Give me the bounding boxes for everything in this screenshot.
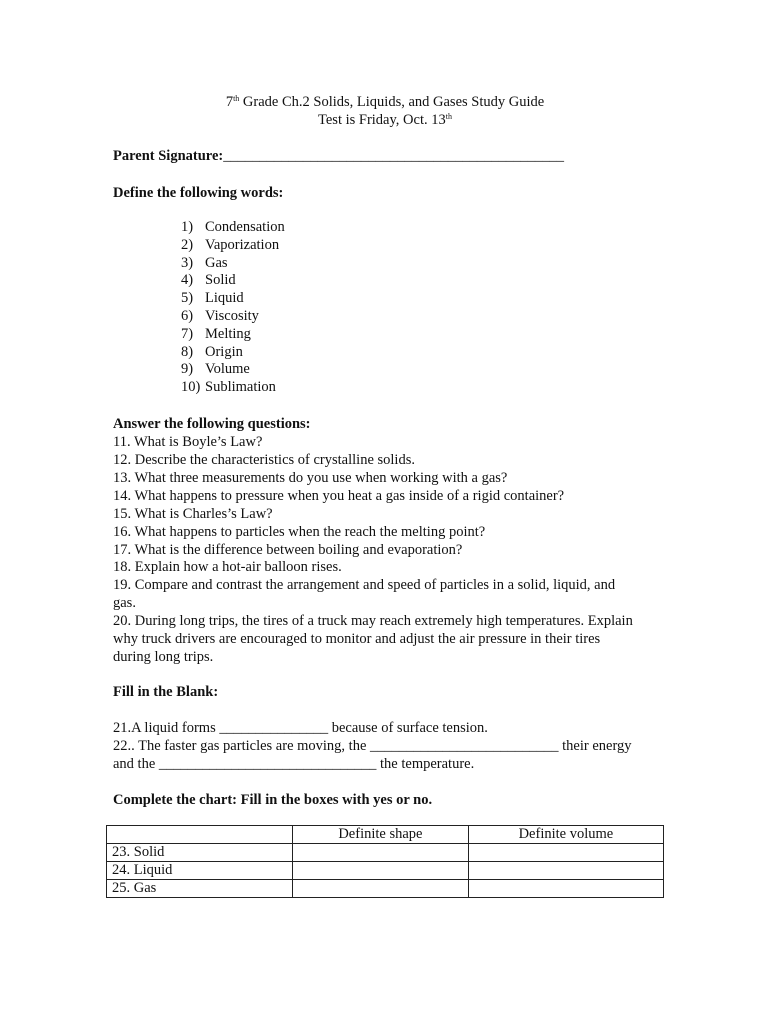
answer-cell[interactable] [293, 844, 469, 862]
list-item: 1) Condensation [181, 219, 285, 235]
list-item: 3) Gas [181, 254, 228, 271]
question-item: 13. What three measurements do you use when working with a gas? [113, 470, 508, 486]
question-item: 19. Compare and contrast the arrangement and speed of particles in a solid, liquid, and [113, 577, 616, 593]
list-item: 4) Solid [181, 272, 236, 289]
list-item: 7) Melting [181, 325, 251, 342]
answer-cell[interactable] [468, 862, 663, 880]
answer-cell[interactable] [468, 880, 663, 898]
vocab-list [181, 219, 285, 397]
table-row [107, 862, 664, 880]
list-item: 5) Liquid [181, 290, 244, 307]
column-header: Definite volume [468, 826, 663, 844]
title-grade-number: 7 [225, 94, 234, 110]
row-label: 23. Solid [107, 844, 293, 862]
question-item: 15. What is Charles’s Law? [113, 506, 273, 522]
list-item: 8) Origin [181, 343, 243, 360]
question-item-cont: why truck drivers are encouraged to monitor and adjust the air pressure in their tires [113, 631, 601, 647]
column-header: Definite shape [293, 826, 469, 844]
fill-blank-heading: Fill in the Blank: [113, 684, 219, 700]
questions-heading: Answer the following questions: [113, 416, 311, 432]
row-label: 25. Gas [107, 880, 293, 898]
row-label: 24. Liquid [107, 862, 293, 880]
answer-cell[interactable] [468, 844, 663, 862]
list-item: 9) Volume [181, 361, 250, 378]
answer-cell[interactable] [293, 880, 469, 898]
question-item: 12. Describe the characteristics of crystalline solids. [113, 452, 415, 468]
test-date-superscript: th [445, 112, 452, 121]
question-item-cont: during long trips. [113, 649, 214, 665]
list-item: 10) Sublimation [181, 379, 276, 396]
question-item: 18. Explain how a hot-air balloon rises. [113, 559, 342, 575]
define-heading: Define the following words: [113, 185, 284, 201]
table-corner-cell [107, 826, 293, 844]
table-row [107, 844, 664, 862]
question-item: 20. During long trips, the tires of a truck may reach extremely high temperatures. Explain [113, 613, 633, 629]
question-item: 14. What happens to pressure when you heat a gas inside of a rigid container? [113, 488, 565, 504]
question-item-cont: gas. [113, 595, 136, 611]
question-item: 16. What happens to particles when the reach the melting point? [113, 524, 486, 540]
question-item: 17. What is the difference between boiling and evaporation? [113, 542, 463, 558]
page-title [0, 94, 770, 111]
test-date-text: Test is Friday, Oct. 13 [318, 112, 446, 128]
table-header-row [107, 826, 664, 844]
fill-blank-item: 22.. The faster gas particles are moving, the __________________________ their energy [113, 738, 632, 754]
yes-no-chart [106, 825, 664, 898]
chart-heading: Complete the chart: Fill in the boxes with yes or no. [113, 792, 433, 808]
answer-cell[interactable] [293, 862, 469, 880]
parent-signature-line [113, 147, 673, 165]
table-row [107, 880, 664, 898]
parent-signature-label: Parent Signature: [113, 148, 224, 164]
question-item: 11. What is Boyle’s Law? [113, 434, 263, 450]
fill-blank-item-cont: and the ______________________________ the temperature. [113, 756, 475, 772]
test-date [0, 112, 770, 129]
list-item: 6) Viscosity [181, 307, 259, 324]
list-item: 2) Vaporization [181, 236, 280, 253]
fill-blank-item: 21.A liquid forms _______________ because of surface tension. [113, 720, 488, 736]
title-superscript: th [233, 94, 240, 103]
parent-signature-blank: _______________________________________________ [223, 148, 564, 164]
title-text: Grade Ch.2 Solids, Liquids, and Gases Study Guide [239, 94, 545, 110]
